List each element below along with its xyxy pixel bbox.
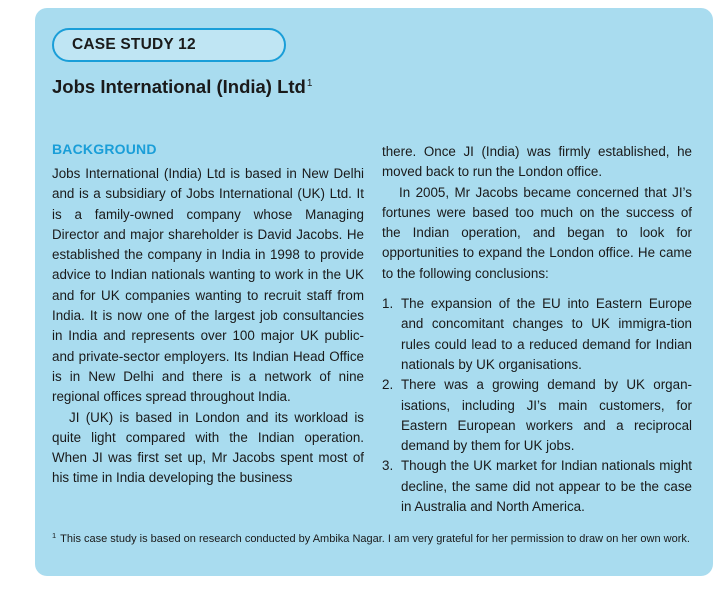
case-title-text: Jobs International (India) Ltd: [52, 76, 306, 97]
list-item: [382, 456, 692, 517]
case-study-label-text: CASE STUDY 12: [72, 36, 196, 53]
paragraph-company-intro: Jobs International (India) Ltd is based in New Delhi and is a subsidiary of Jobs International (UK) Ltd. It is a family-owned company whose Managing Director and major shareholder is David Jacobs. He established the company in India in 1998 to provide advice to Indian nationals wanting to work in the UK and for UK companies wanting to recruit staff from India. It is now one of the largest job consultancies in India and represents over 100 major UK public- and private-sector employers. Its Indian Head Office is in New Delhi and there is a network of nine regional offices spread throughout India.: [52, 166, 364, 405]
list-item-text: Though the UK market for Indian nationals might decline, the same did not appear to be the case in Australia and North America.: [401, 458, 692, 515]
left-column: [52, 164, 364, 489]
case-title: [52, 76, 312, 98]
conclusions-list: [382, 294, 692, 517]
paragraph-continued: there. Once JI (India) was firmly established, he moved back to run the London office.: [382, 144, 692, 180]
list-item-number: 1.: [382, 296, 394, 312]
list-item: [382, 375, 692, 456]
list-item-number: 2.: [382, 377, 394, 393]
footnote-text: This case study is based on research conducted by Ambika Nagar. I am very grateful for her permission to draw on her own work.: [60, 533, 690, 545]
list-item-number: 3.: [382, 458, 394, 474]
section-heading-background: BACKGROUND: [52, 141, 157, 157]
paragraph-ji-uk: JI (UK) is based in London and its workload is quite light compared with the Indian operation. When JI was first set up, Mr Jacobs spent most of his time in India developing the business: [52, 409, 364, 486]
paragraph-conclusions-intro: In 2005, Mr Jacobs became concerned that JI’s fortunes were based too much on the success of the Indian operation, and began to look for opportunities to expand the London office. He came to the following conclusions:: [382, 184, 692, 281]
list-item-text: There was a growing demand by UK organ-isations, including JI’s main customers, for Eastern European workers and a reciprocal demand by them for UK jobs.: [401, 377, 692, 454]
list-item: [382, 294, 692, 375]
footnote: [52, 529, 694, 546]
right-column: [382, 142, 692, 517]
list-item-text: The expansion of the EU into Eastern Europe and concomitant changes to UK immigra-tion rules could lead to a reduced demand for Indian nationals by UK organisations.: [401, 296, 692, 372]
title-footnote-mark: 1: [306, 78, 313, 89]
footnote-mark: 1: [52, 531, 57, 540]
case-study-label: [52, 28, 286, 62]
